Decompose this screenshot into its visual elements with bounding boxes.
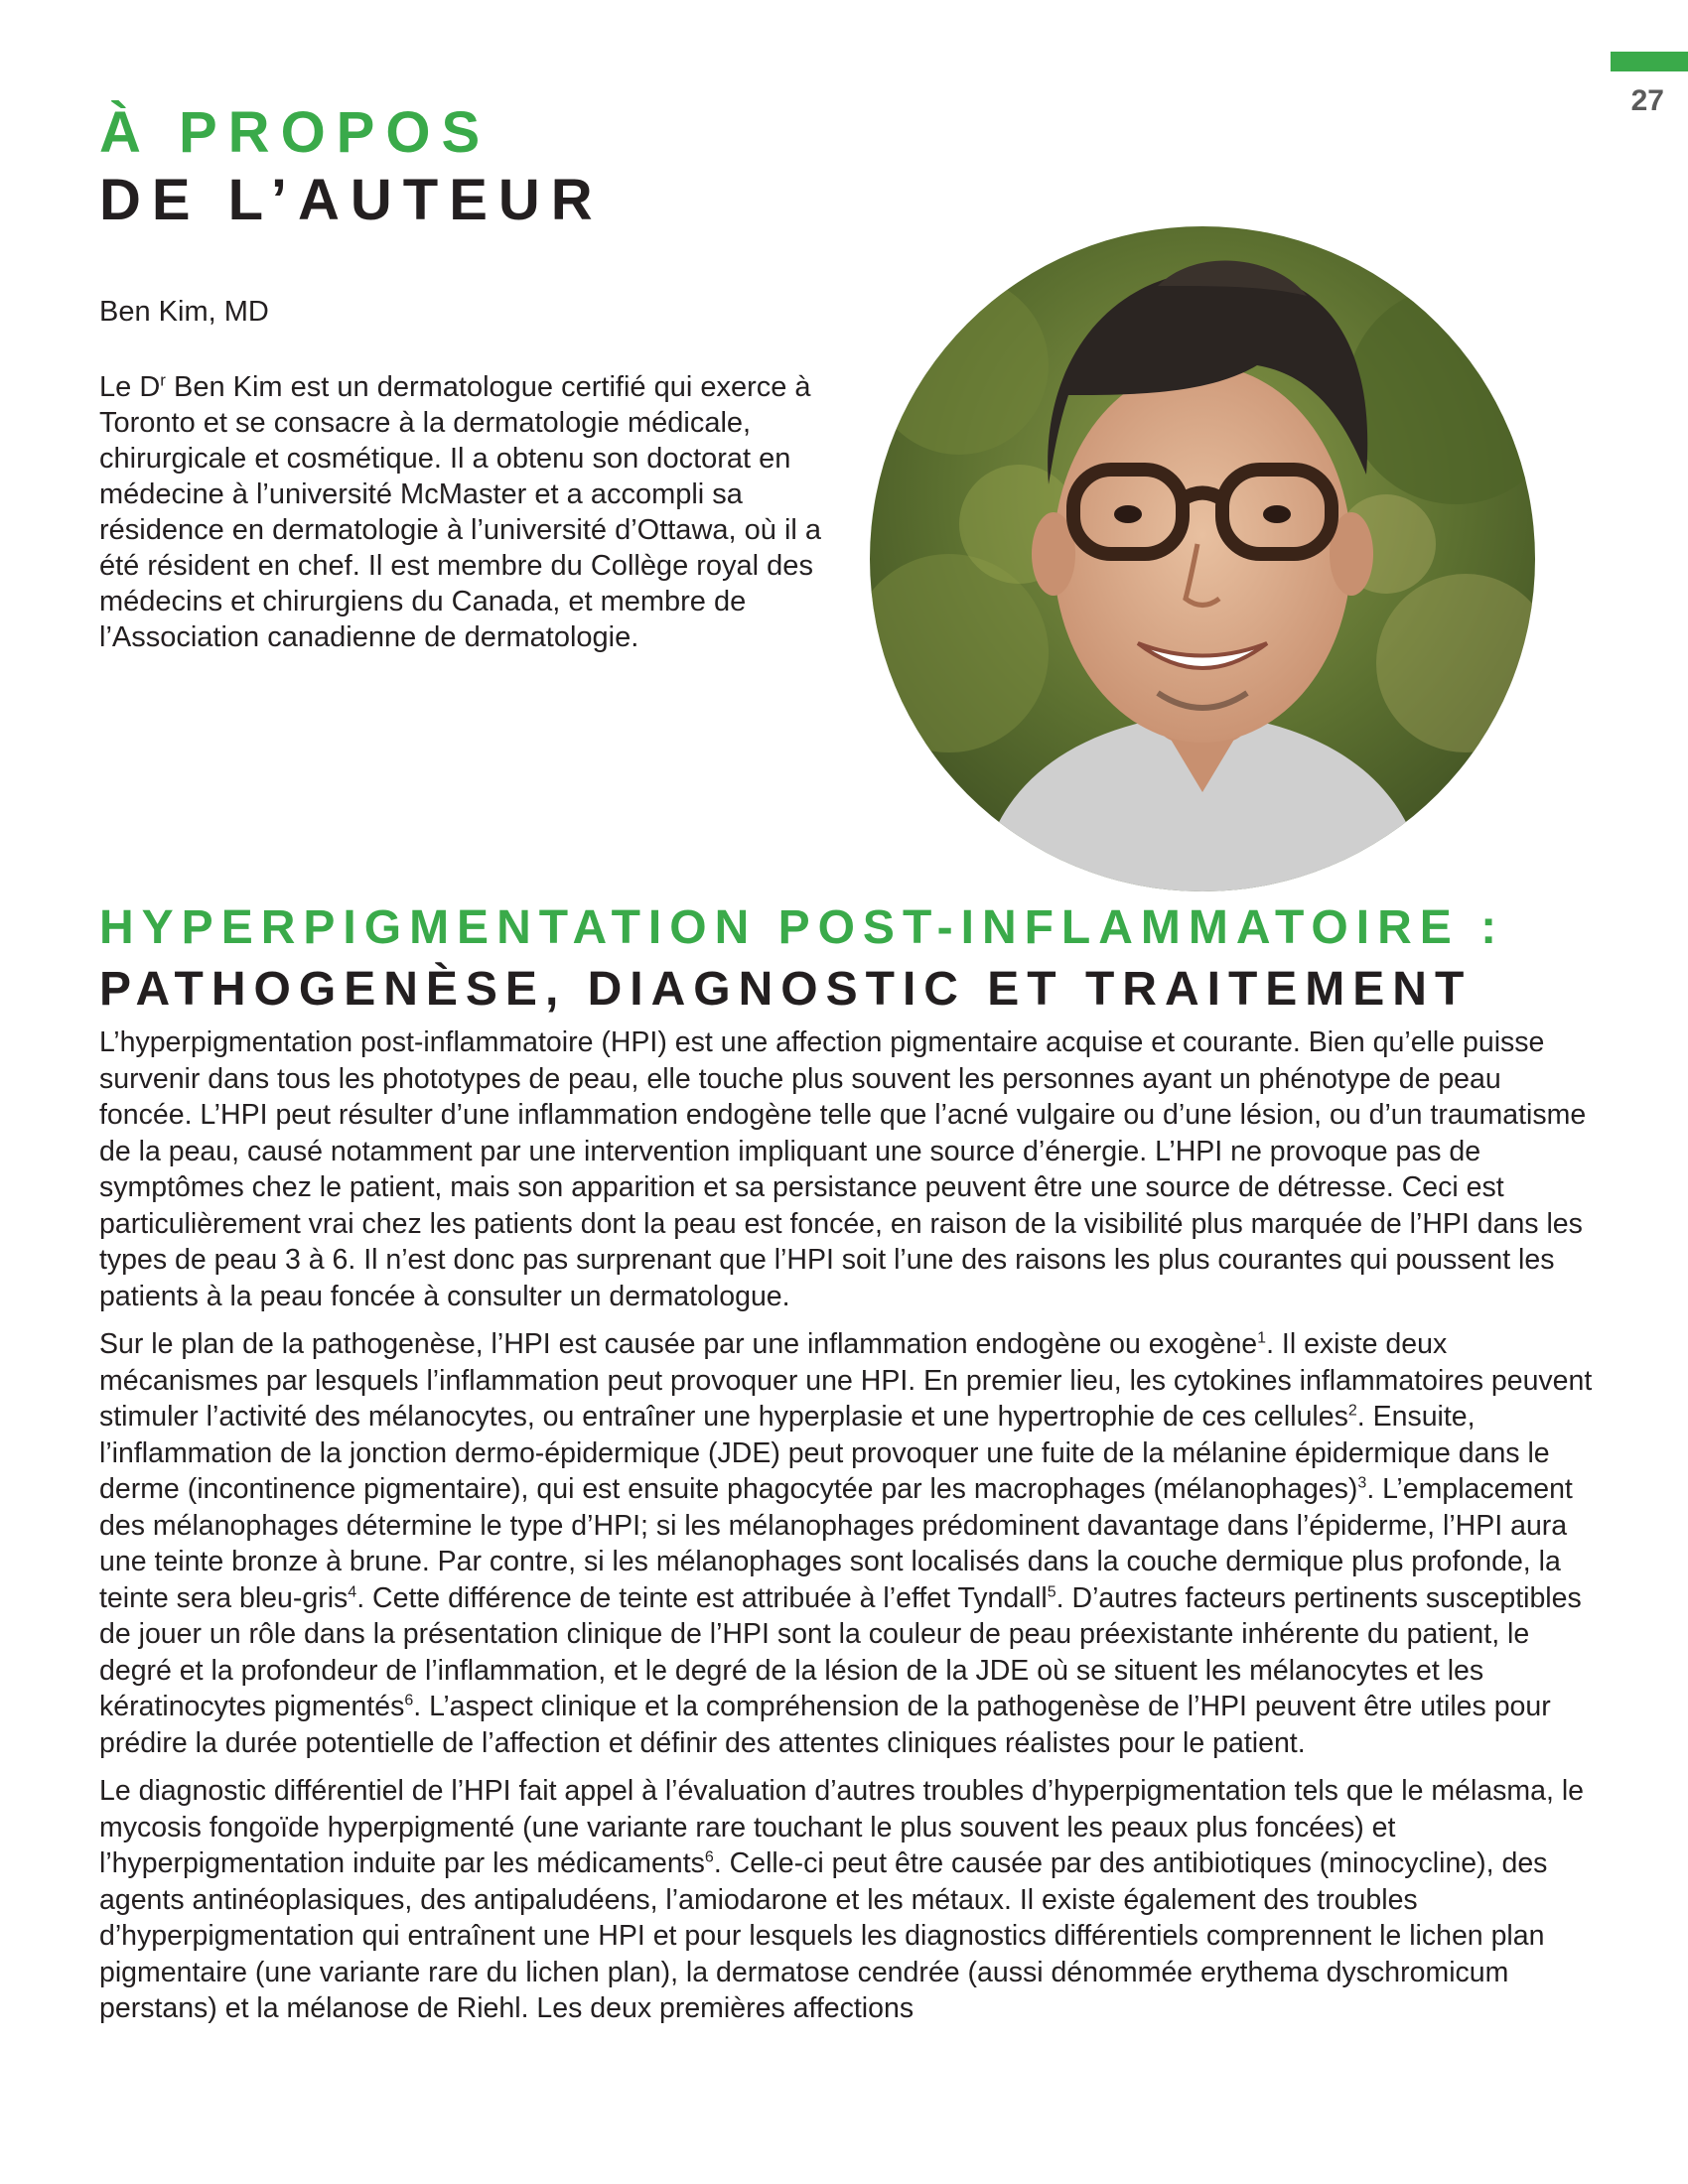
- p2-text-4: . L’emplacement des mélanophages détermine le type d’HPI; si les mélanophages prédominent davantage dans l’épiderme, l’HPI aura une teinte bronze à brune. Par contre, si les mélanophages sont localisés dans la couche dermique plus profonde, la teinte sera bleu-gris: [99, 1473, 1573, 1614]
- p2-text-7: . L’aspect clinique et la compréhension de la pathogenèse de l’HPI peuvent être utiles pour prédire la durée potentielle de l’affection et définir des attentes cliniques réalistes pour le patient.: [99, 1691, 1551, 1759]
- p2-text-5: . Cette différence de teinte est attribuée à l’effet Tyndall: [356, 1581, 1048, 1614]
- article-paragraph-3: [99, 1773, 1599, 2027]
- author-bio: [99, 369, 864, 655]
- reference-3: 3: [1357, 1474, 1367, 1492]
- about-author-heading: [99, 99, 604, 234]
- author-portrait-photo: [870, 226, 1535, 891]
- reference-4: 4: [348, 1583, 357, 1600]
- p3-text-2: . Celle-ci peut être causée par des antibiotiques (minocycline), des agents antinéoplasiques, des antipaludéens, l’amiodarone et les métaux. Il existe également des troubles d’hyperpigmentation qui entraînent une HPI et pour lesquels les diagnostics différentiels comprennent le lichen plan pigmentaire (une variante rare du lichen plan), la dermatose cendrée (aussi dénommée erythema dyschromicum perstans) et la mélanose de Riehl. Les deux premières affections: [99, 1847, 1548, 2024]
- reference-6: 6: [404, 1692, 414, 1709]
- reference-6-repeat: 6: [704, 1848, 714, 1866]
- p2-text-6: . D’autres facteurs pertinents susceptibles de jouer un rôle dans la présentation clinique de l’HPI sont la couleur de peau préexistante inhérente du patient, le degré et la profondeur de l’inflammation, et le degré de la lésion de la JDE où se situent les mélanocytes et les kératinocytes pigmentés: [99, 1581, 1582, 1722]
- p2-text-2: . Il existe deux mécanismes par lesquels l’inflammation peut provoquer une HPI. En premier lieu, les cytokines inflammatoires peuvent stimuler l’activité des mélanocytes, ou entraîner une hyperplasie et une hypertrophie de ces cellules: [99, 1328, 1593, 1433]
- about-heading-line1: À PROPOS: [99, 100, 492, 165]
- article-paragraph-1: L’hyperpigmentation post-inflammatoire (HPI) est une affection pigmentaire acquise et courante. Bien qu’elle puisse survenir dans tous les phototypes de peau, elle touche plus souvent les personnes ayant un phénotype de peau foncée. L’HPI peut résulter d’une inflammation endogène telle que l’acné vulgaire ou d’une lésion, ou d’un traumatisme de la peau, causé notamment par une intervention impliquant une source d’énergie. L’HPI ne provoque pas de symptômes chez le patient, mais son apparition et sa persistance peuvent être une source de détresse. Ceci est particulièrement vrai chez les patients dont la peau est foncée, en raison de la visibilité plus marquée de l’HPI dans les types de peau 3 à 6. Il n’est donc pas surprenant que l’HPI soit l’une des raisons les plus courantes qui poussent les patients à la peau foncée à consulter un dermatologue.: [99, 1026, 1587, 1312]
- reference-1: 1: [1257, 1329, 1267, 1347]
- reference-2: 2: [1347, 1402, 1357, 1420]
- bio-text-start: Le D: [99, 371, 161, 403]
- article-heading-line2: PATHOGENÈSE, DIAGNOSTIC ET TRAITEMENT: [99, 963, 1473, 1016]
- article-heading-line1: HYPERPIGMENTATION POST-INFLAMMATOIRE :: [99, 901, 1505, 954]
- article-heading: [99, 897, 1504, 1021]
- article-paragraph-2: [99, 1326, 1599, 1761]
- author-name: Ben Kim, MD: [99, 296, 269, 328]
- reference-5: 5: [1047, 1583, 1056, 1600]
- p3-text-1: Le diagnostic différentiel de l’HPI fait appel à l’évaluation d’autres troubles d’hyperpigmentation tels que le mélasma, le mycosis fongoïde hyperpigmenté (une variante rare touchant le plus souvent les peaux plus foncées) et l’hyperpigmentation induite par les médicaments: [99, 1775, 1585, 1879]
- page-accent-bar: [1611, 52, 1688, 71]
- p2-text-1: Sur le plan de la pathogenèse, l’HPI est causée par une inflammation endogène ou exogène: [99, 1328, 1258, 1360]
- page-number: 27: [1630, 84, 1664, 117]
- article-body: [99, 1024, 1599, 2039]
- about-heading-line2: DE L’AUTEUR: [99, 168, 604, 232]
- p2-text-3: . Ensuite, l’inflammation de la jonction dermo-épidermique (JDE) peut provoquer une fuite de la mélanine épidermique dans le derme (incontinence pigmentaire), qui est ensuite phagocytée par les macrophages (mélanophages): [99, 1401, 1550, 1505]
- portrait-illustration: [870, 226, 1535, 891]
- bio-text-rest: Ben Kim est un dermatologue certifié qui exerce à Toronto et se consacre à la dermatologie médicale, chirurgicale et cosmétique. Il a obtenu son doctorat en médecine à l’université McMaster et a accompli sa résidence en dermatologie à l’université d’Ottawa, où il a été résident en chef. Il est membre du Collège royal des médecins et chirurgiens du Canada, et membre de l’Association canadienne de dermatologie.: [99, 371, 822, 653]
- bio-title-superscript: r: [160, 370, 166, 390]
